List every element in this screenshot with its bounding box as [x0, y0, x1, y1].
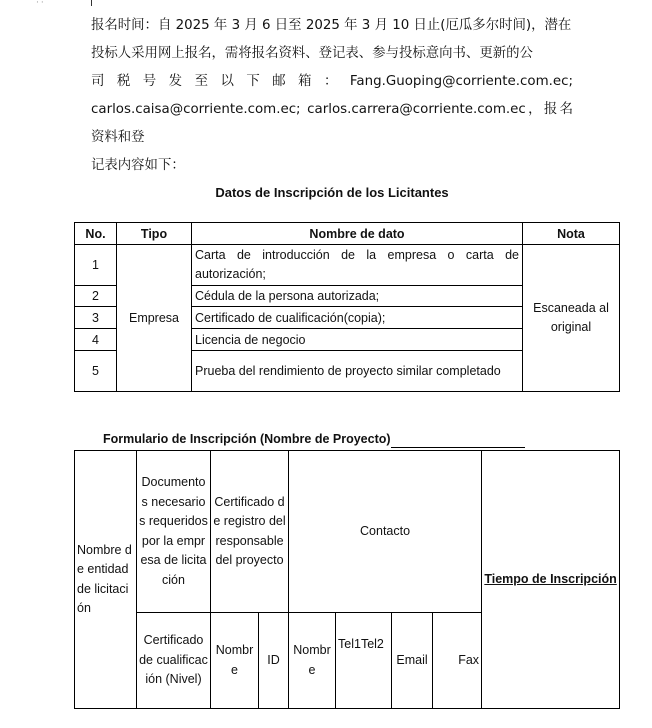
- intro-line: 投标人采用网上报名，需将报名资料、登记表、参与投标意向书、更新的公: [91, 46, 533, 61]
- tiempo-inscripcion-cell: Tiempo de Inscripción: [482, 451, 620, 709]
- header-tipo: Tipo: [117, 223, 192, 245]
- corner-marks: ··: [36, 0, 46, 8]
- fax-cell: Fax: [433, 613, 482, 709]
- intro-line: 司 税 号 发 至 以 下 邮 箱 ： Fang.Guoping@corriente.com.ec;: [91, 74, 573, 89]
- table-header-row: [75, 223, 620, 245]
- header-nota: Nota: [523, 223, 620, 245]
- contacto-cell: Contacto: [289, 451, 482, 613]
- table-row: [75, 245, 620, 286]
- intro-paragraph: [91, 12, 573, 180]
- dato-cell: Cédula de la persona autorizada;: [192, 286, 523, 307]
- row-number: 3: [75, 307, 117, 329]
- nombre-contacto-cell: Nombre: [289, 613, 336, 709]
- header-nombre-dato: Nombre de dato: [192, 223, 523, 245]
- certificado-cualificacion-cell: Certificado de cualificación (Nivel): [137, 613, 211, 709]
- intro-line: 记表内容如下：: [91, 158, 185, 173]
- dato-cell: Prueba del rendimiento de proyecto similar completado: [192, 351, 523, 392]
- dato-cell: Certificado de cualificación(copia);: [192, 307, 523, 329]
- id-cell: ID: [259, 613, 289, 709]
- form-header-row: [75, 451, 620, 613]
- row-number: 5: [75, 351, 117, 392]
- title-underline: [391, 447, 525, 448]
- nombre-responsable-cell: Nombre: [211, 613, 259, 709]
- row-number: 1: [75, 245, 117, 286]
- nota-cell: Escaneada al original: [523, 245, 620, 392]
- intro-line: 报名时间：自 2025 年 3 月 6 日至 2025 年 3 月 10 日止(厄瓜多尔时间)，潜在: [91, 18, 572, 33]
- documentos-cell: Documentos necesarios requeridos por la empresa de licitación: [137, 451, 211, 613]
- dato-cell: Licencia de negocio: [192, 329, 523, 351]
- table2-title: Formulario de Inscripción (Nombre de Proyecto): [103, 432, 391, 446]
- tipo-cell: Empresa: [117, 245, 192, 392]
- table1-title: Datos de Inscripción de los Licitantes: [215, 185, 449, 200]
- tel-cell: Tel1Tel2: [336, 613, 392, 709]
- text-cursor: [91, 0, 92, 6]
- row-number: 4: [75, 329, 117, 351]
- certificado-registro-cell: Certificado de registro del responsable del proyecto: [211, 451, 289, 613]
- header-no: No.: [75, 223, 117, 245]
- registration-data-table: [74, 222, 620, 392]
- row-number: 2: [75, 286, 117, 307]
- dato-cell: Carta de introducción de la empresa o carta de autorización;: [192, 245, 523, 286]
- nombre-entidad-cell: Nombre de entidad de licitación: [75, 451, 137, 709]
- intro-line: carlos.caisa@corriente.com.ec; carlos.carrera@corriente.com.ec，报名资料和登: [91, 102, 573, 145]
- registration-form-table: [74, 450, 620, 709]
- email-cell: Email: [392, 613, 433, 709]
